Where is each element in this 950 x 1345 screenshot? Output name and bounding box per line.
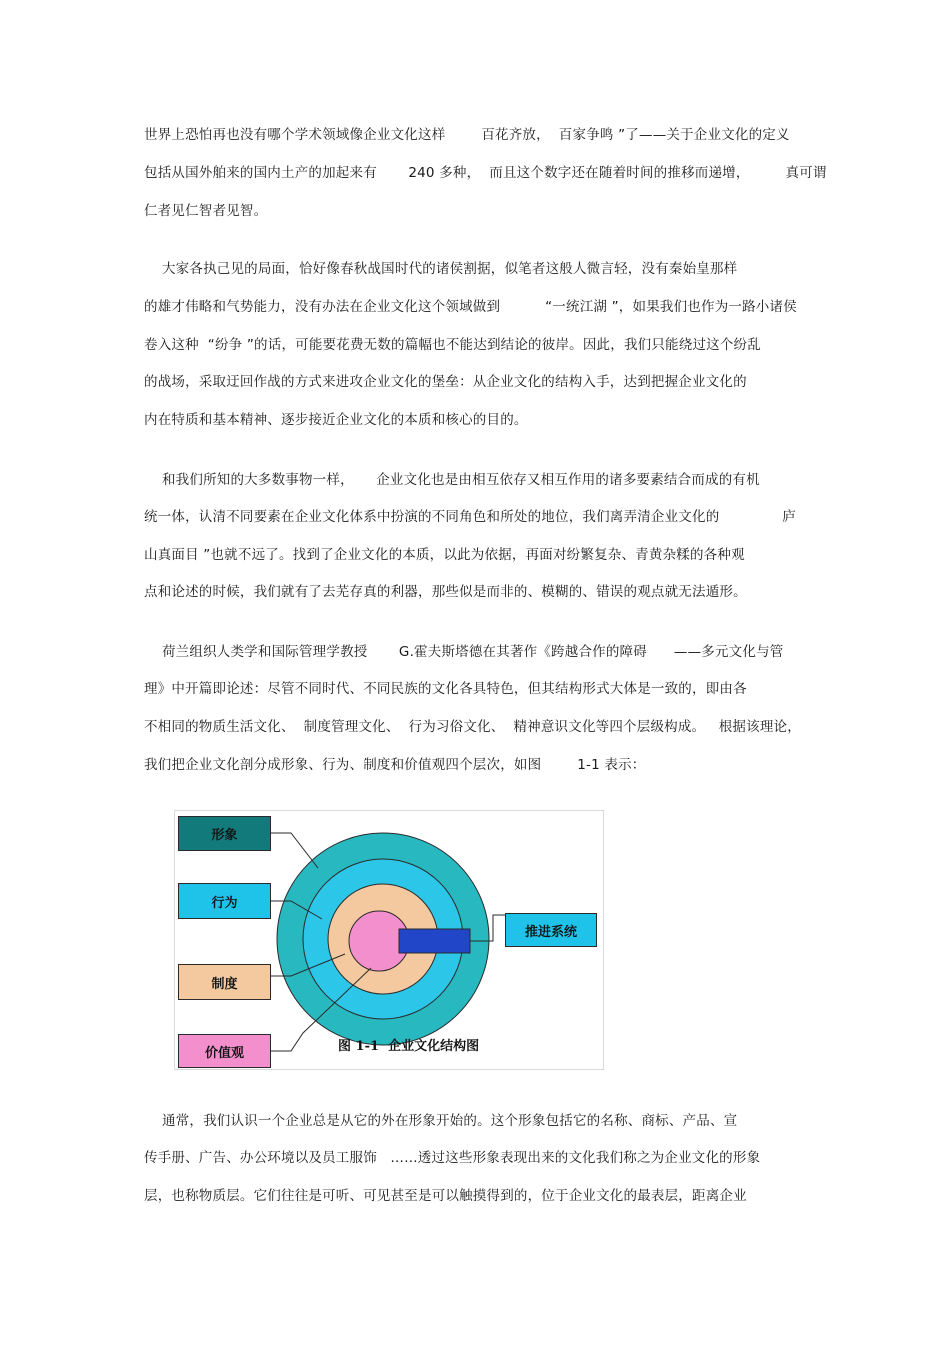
label-image: 形象 [178,816,271,851]
label-values: 价值观 [178,1034,271,1068]
text-line: 仁者见仁智者见智。 [144,203,268,219]
text-line: 层，也称物质层。它们往往是可听、可见甚至是可以触摸得到的，位于企业文化的最表层，距离企业 [144,1188,747,1204]
label-behavior: 行为 [178,883,271,919]
text-line: 点和论述的时候，我们就有了去芜存真的利器，那些似是而非的、模糊的、错误的观点就无法遁形。 [144,584,747,600]
text-line: 卷入这种 “纷争 ”的话，可能要花费无数的篇幅也不能达到结论的彼岸。因此，我们只能绕过这个纷乱 [144,337,761,353]
text-line: 包括从国外舶来的国内土产的加起来有 240 多种， 而且这个数字还在随着时间的推移而递增， 真可谓 [144,165,827,181]
text-line: 通常，我们认识一个企业总是从它的外在形象开始的。这个形象包括它的名称、商标、产品、宣 [144,1113,738,1129]
text-line: 不相同的物质生活文化、 制度管理文化、 行为习俗文化、 精神意识文化等四个层级构成。 根据该理论， [144,719,801,735]
promotion-bar [399,929,470,953]
text-line: 山真面目 ”也就不远了。找到了企业文化的本质，以此为依据，再面对纷繁复杂、青黄杂糅的各种观 [144,547,745,563]
text-line: 的战场，采取迂回作战的方式来进攻企业文化的堡垒：从企业文化的结构入手，达到把握企业文化的 [144,374,747,390]
text-line: 理》中开篇即论述：尽管不同时代、不同民族的文化各具特色，但其结构形式大体是一致的，即由各 [144,681,747,697]
text-line: 统一体，认清不同要素在企业文化体系中扮演的不同角色和所处的地位，我们离弄清企业文化的 庐 [144,509,796,525]
text-line: 荷兰组织人类学和国际管理学教授 G.霍夫斯塔德在其著作《跨越合作的障碍 ——多元文化与管 [144,644,784,660]
text-line: 和我们所知的大多数事物一样， 企业文化也是由相互依存又相互作用的诸多要素结合而成的有机 [144,472,760,488]
figure-caption: 图 1-1 企业文化结构图 [338,1039,480,1054]
label-system: 制度 [178,964,271,1000]
text-line: 传手册、广告、办公环境以及员工服饰 ……透过这些形象表现出来的文化我们称之为企业文化的形象 [144,1150,761,1166]
text-line: 我们把企业文化剖分成形象、行为、制度和价值观四个层次，如图 1-1 表示： [144,757,646,773]
text-line: 的雄才伟略和气势能力，没有办法在企业文化这个领域做到 “一统江湖 ”，如果我们也作为一路小诸侯 [144,299,797,315]
text-line: 大家各执己见的局面，恰好像春秋战国时代的诸侯割据，似笔者这般人微言轻，没有秦始皇那样 [144,261,738,277]
text-line: 世界上恐怕再也没有哪个学术领域像企业文化这样 百花齐放， 百家争鸣 ”了——关于企业文化的定义 [144,127,790,143]
label-promotion: 推进系统 [505,913,597,947]
structure-diagram [174,810,604,1070]
text-line: 内在特质和基本精神、逐步接近企业文化的本质和核心的目的。 [144,412,528,428]
